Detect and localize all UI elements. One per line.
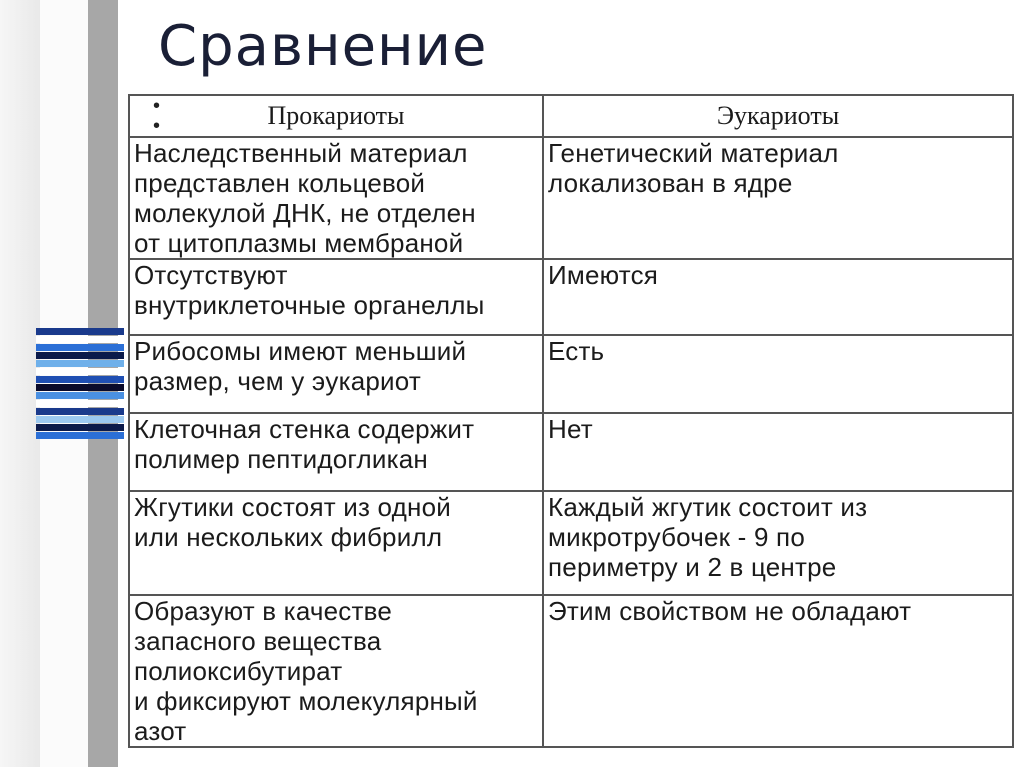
stripe: [36, 392, 124, 399]
decorative-stripes: [36, 328, 124, 440]
row4-eukaryotes: Нет: [543, 413, 1013, 491]
stripe: [36, 416, 124, 423]
table-row: [129, 137, 1013, 259]
row1-eukaryotes: Генетический материал локализован в ядре: [543, 137, 1013, 259]
row3-prokaryotes: Рибосомы имеют меньший размер, чем у эукариот: [129, 335, 543, 413]
stripe: [36, 376, 124, 383]
row4-prokaryotes: Клеточная стенка содержит полимер пептидогликан: [129, 413, 543, 491]
slide-title: Сравнение: [158, 14, 488, 79]
stripe: [36, 400, 124, 407]
stripe: [36, 344, 124, 351]
stripe: [36, 360, 124, 367]
table-header-row: [129, 95, 1013, 137]
row5-prokaryotes: Жгутики состоят из одной или нескольких фибрилл: [129, 491, 543, 595]
row6-prokaryotes: Образуют в качестве запасного вещества полиоксибутират и фиксируют молекулярный азот: [129, 595, 543, 747]
header-eukaryotes: Эукариоты: [543, 95, 1013, 137]
row1-prokaryotes: Наследственный материал представлен кольцевой молекулой ДНК, не отделен от цитоплазмы мембраной: [129, 137, 543, 259]
stripe: [36, 352, 124, 359]
stripe: [36, 424, 124, 431]
stripe: [36, 368, 124, 375]
row2-eukaryotes: Имеются: [543, 259, 1013, 335]
row2-prokaryotes: Отсутствуют внутриклеточные органеллы: [129, 259, 543, 335]
stripe: [36, 328, 124, 335]
stripe: [36, 408, 124, 415]
table-row: [129, 595, 1013, 747]
table-row: [129, 335, 1013, 413]
background-bar-left: [0, 0, 40, 767]
stripe: [36, 432, 124, 439]
stripe: [36, 384, 124, 391]
comparison-table: [128, 94, 1014, 748]
table-row: [129, 413, 1013, 491]
table-row: [129, 259, 1013, 335]
bullet-1: •: [153, 95, 161, 117]
row3-eukaryotes: Есть: [543, 335, 1013, 413]
row5-eukaryotes: Каждый жгутик состоит из микротрубочек - 9 по периметру и 2 в центре: [543, 491, 1013, 595]
header-prokaryotes: Прокариоты: [129, 95, 543, 137]
table-row: [129, 491, 1013, 595]
bullet-2: •: [153, 115, 161, 137]
stripe: [36, 336, 124, 343]
row6-eukaryotes: Этим свойством не обладают: [543, 595, 1013, 747]
